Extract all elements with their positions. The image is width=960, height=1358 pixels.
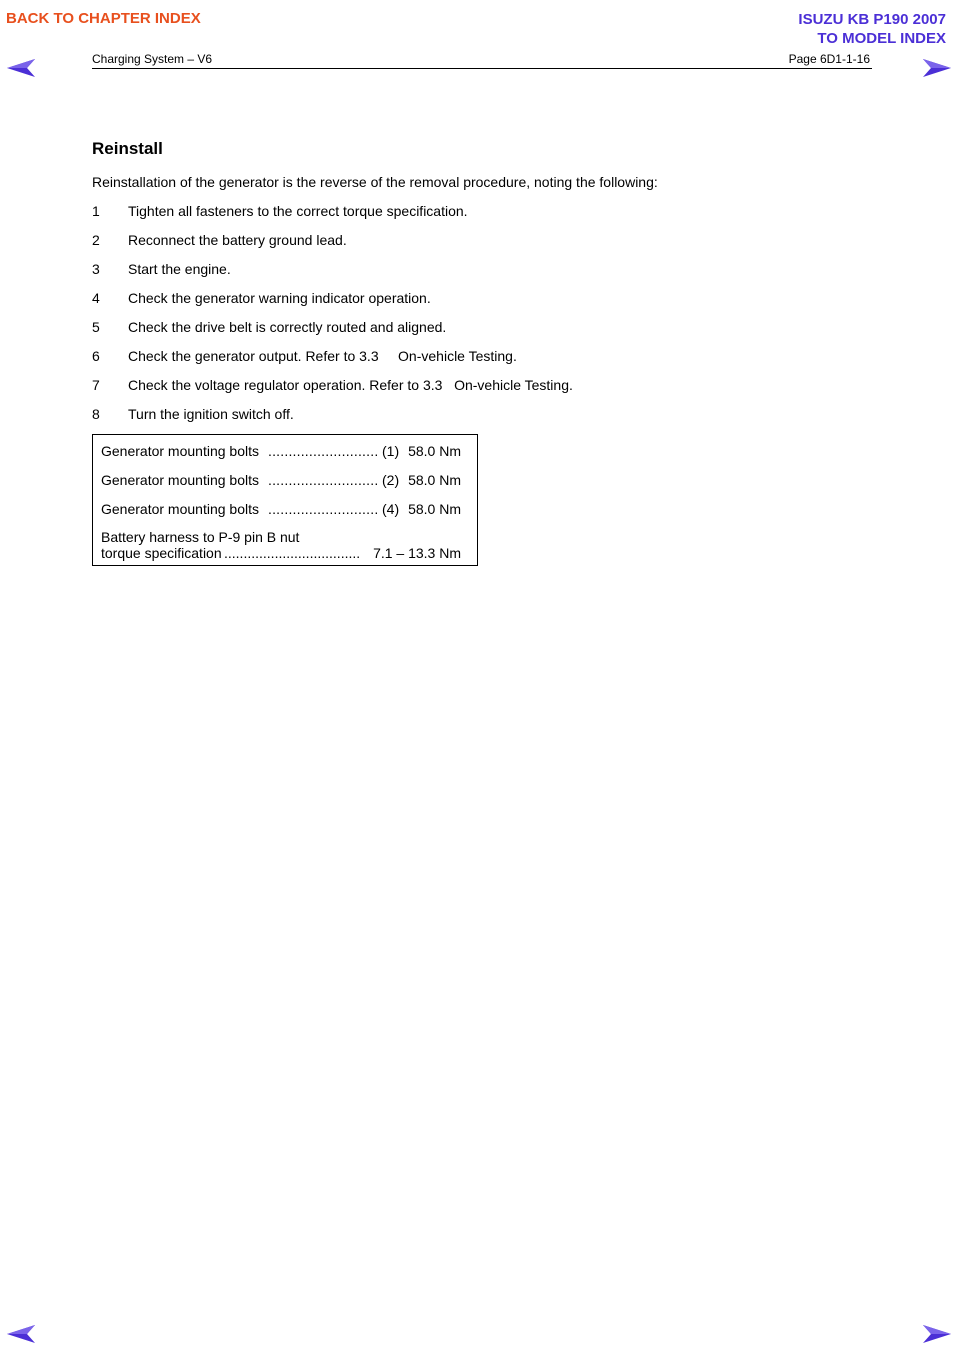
spec-name: Generator mounting bolts xyxy=(101,443,259,459)
arrow-left-icon[interactable] xyxy=(6,1324,36,1344)
arrow-left-icon[interactable] xyxy=(6,58,36,78)
header-divider xyxy=(92,68,872,69)
spec-ref: (4) xyxy=(382,501,400,517)
step-text: Reconnect the battery ground lead. xyxy=(128,232,347,248)
battery-spec xyxy=(101,529,461,561)
spec-ref: (1) xyxy=(382,443,400,459)
leader-dots: ........................... xyxy=(268,501,379,517)
spec-name: Generator mounting bolts xyxy=(101,501,259,517)
spec-name: Battery harness to P-9 pin B nut xyxy=(101,529,300,545)
spec-value: 58.0 Nm xyxy=(408,472,461,488)
leader-dots: ........................... xyxy=(268,443,379,459)
step-number: 4 xyxy=(92,290,100,306)
leader-dots: ................................... xyxy=(224,545,361,561)
spec-ref: (2) xyxy=(382,472,400,488)
model-title: ISUZU KB P190 2007 xyxy=(798,11,946,28)
step-number: 7 xyxy=(92,377,100,393)
step-text: Check the generator output. Refer to 3.3 On-vehicle Testing. xyxy=(128,348,517,364)
step-text: Turn the ignition switch off. xyxy=(128,406,294,422)
arrow-right-icon[interactable] xyxy=(922,58,952,78)
torque-spec-box xyxy=(92,434,478,566)
section-title: Charging System – V6 xyxy=(92,52,213,66)
back-to-chapter-index-link[interactable]: BACK TO CHAPTER INDEX xyxy=(6,10,201,27)
model-index-label: TO MODEL INDEX xyxy=(817,30,946,47)
step-number: 2 xyxy=(92,232,100,248)
step-text: Start the engine. xyxy=(128,261,231,277)
step-text: Tighten all fasteners to the correct torque specification. xyxy=(128,203,468,219)
step-number: 6 xyxy=(92,348,100,364)
spec-value: 58.0 Nm xyxy=(408,501,461,517)
spec-value: 58.0 Nm xyxy=(408,443,461,459)
step-text: Check the drive belt is correctly routed and aligned. xyxy=(128,319,447,335)
spec-name: Generator mounting bolts xyxy=(101,472,259,488)
arrow-right-icon[interactable] xyxy=(922,1324,952,1344)
step-number: 5 xyxy=(92,319,100,335)
step-number: 1 xyxy=(92,203,100,219)
page-number: Page 6D1-1-16 xyxy=(788,52,870,66)
to-model-index-link[interactable] xyxy=(798,10,946,48)
leader-dots: ........................... xyxy=(268,472,379,488)
step-text: Check the voltage regulator operation. Refer to 3.3 On-vehicle Testing. xyxy=(128,377,573,393)
section-heading: Reinstall xyxy=(92,139,163,158)
step-number: 3 xyxy=(92,261,100,277)
intro-paragraph: Reinstallation of the generator is the reverse of the removal procedure, noting the following: xyxy=(92,174,658,190)
step-number: 8 xyxy=(92,406,100,422)
spec-value: 7.1 – 13.3 Nm xyxy=(373,545,461,561)
step-text: Check the generator warning indicator operation. xyxy=(128,290,431,306)
spec-name-cont: torque specification xyxy=(101,545,222,561)
